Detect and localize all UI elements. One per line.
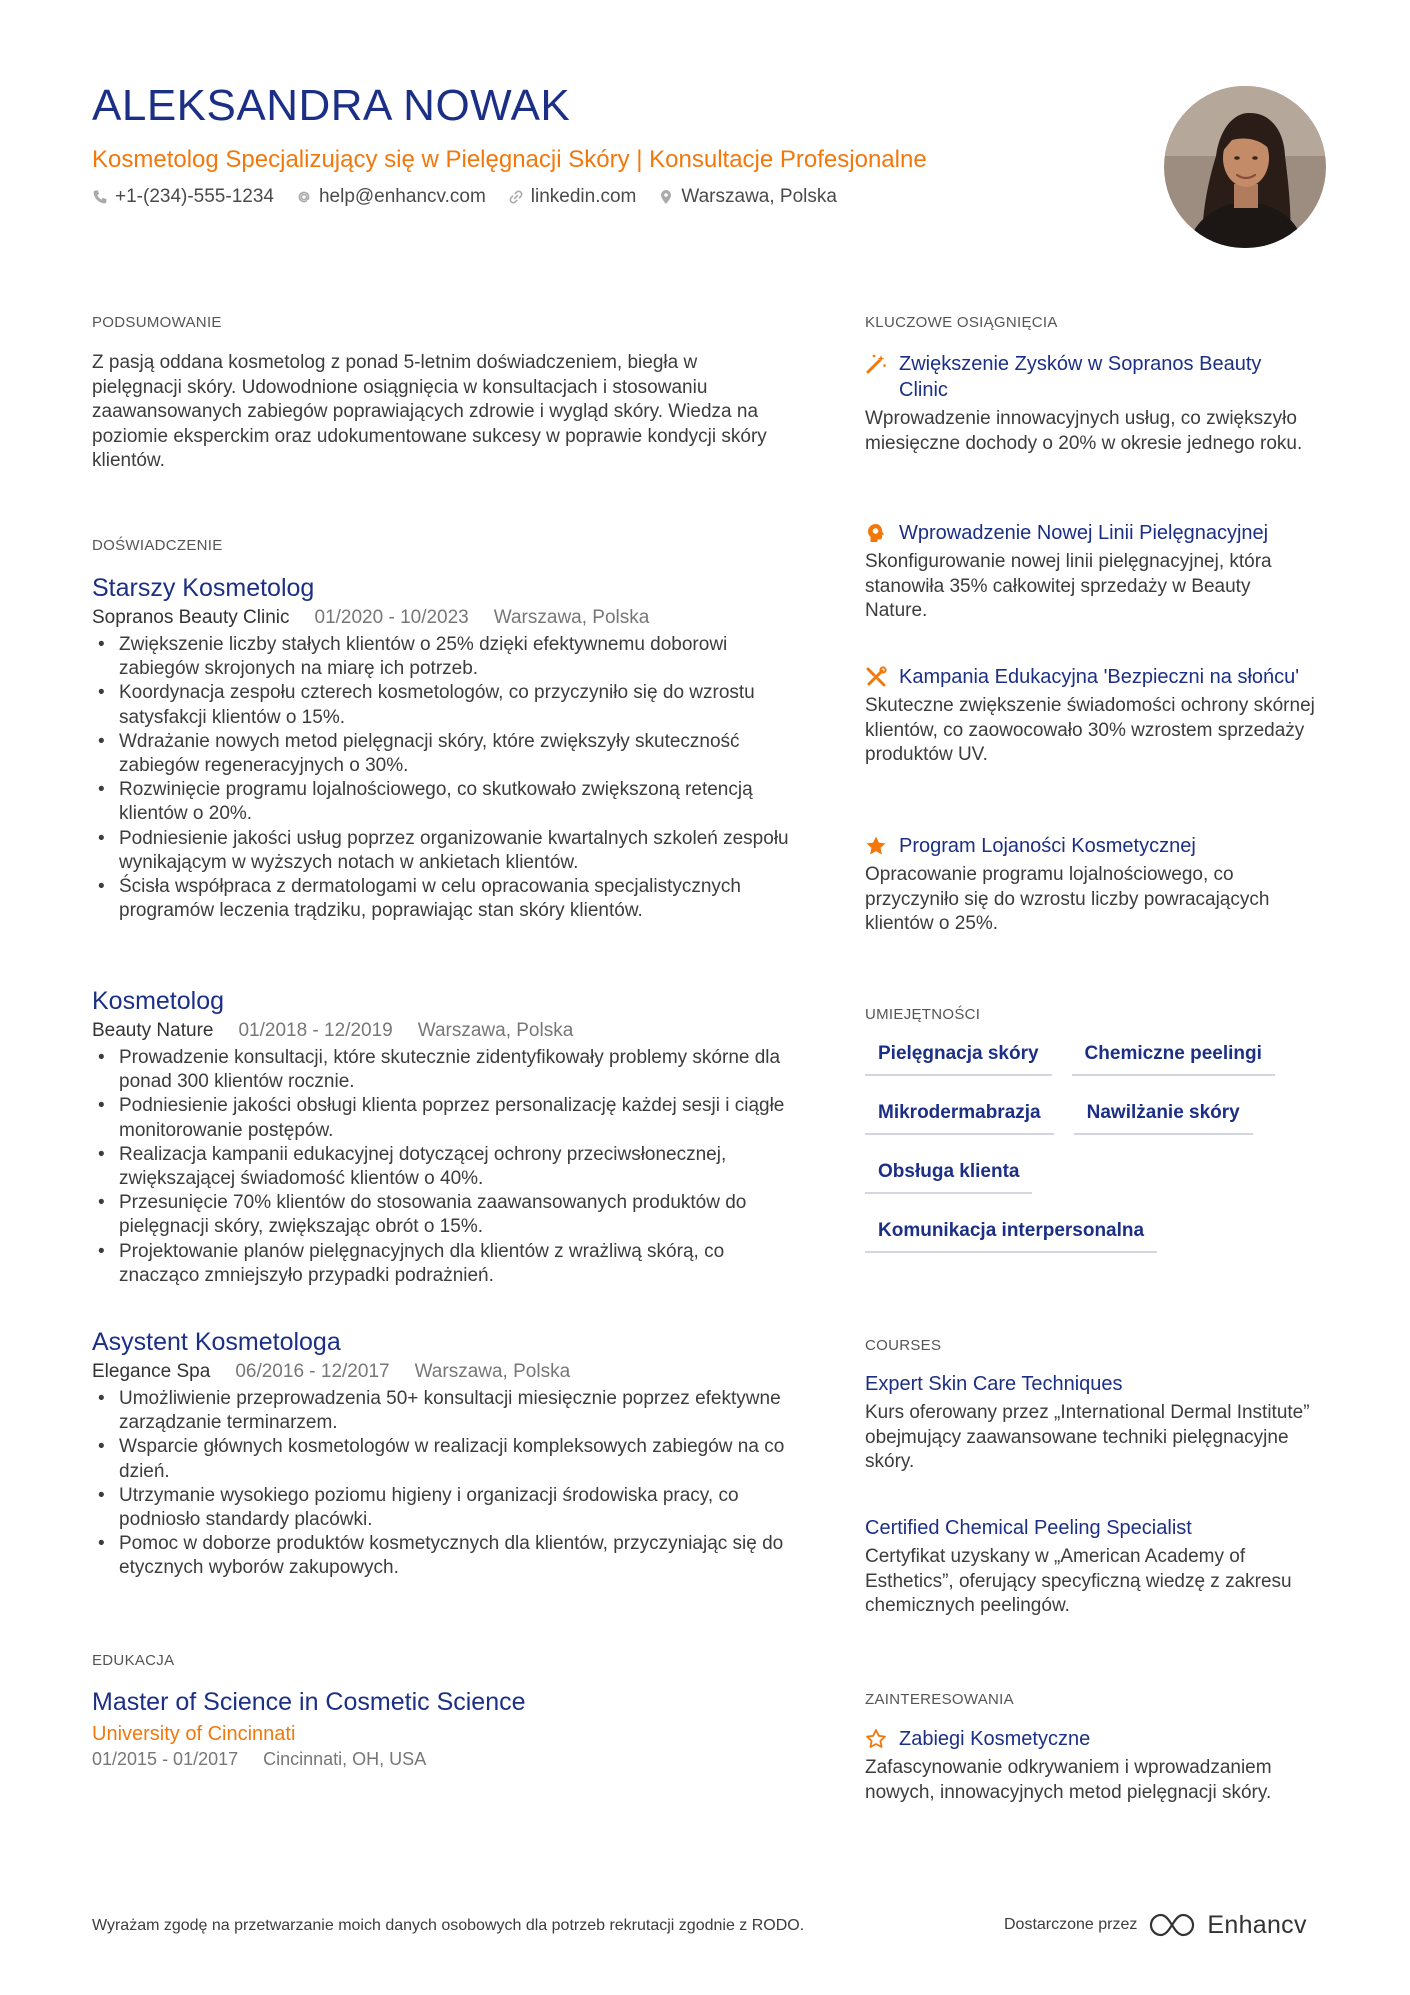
achievement-item	[865, 833, 1315, 937]
achievement-title: Kampania Edukacyjna 'Bezpieczni na słońcu'	[899, 666, 1300, 688]
course-description: Certyfikat uzyskany w „American Academy of Esthetics”, oferujący specyficzną wiedzę z zakresu chemicznych peelingów.	[865, 1546, 1292, 1616]
course-title: Certified Chemical Peeling Specialist	[865, 1517, 1192, 1539]
job-title: Asystent Kosmetologa	[92, 1328, 341, 1356]
job-bullets	[92, 633, 792, 923]
experience-entry	[92, 989, 792, 1288]
list-item: • Realizacja kampanii edukacyjnej dotyczącej ochrony przeciwsłonecznej, zwiększającej świadomość klientów o 40%.	[92, 1143, 792, 1191]
achievement-title: Program Lojaności Kosmetycznej	[899, 835, 1196, 857]
course-title: Expert Skin Care Techniques	[865, 1373, 1123, 1395]
skills-list	[865, 1040, 1305, 1253]
job-location: Warszawa, Polska	[414, 1361, 571, 1382]
interests-section-title: ZAINTERESOWANIA	[865, 1691, 1014, 1708]
experience-section-title: DOŚWIADCZENIE	[92, 537, 223, 554]
achievement-title: Zwiększenie Zysków w Sopranos Beauty Clinic	[899, 353, 1262, 401]
experience-entry	[92, 576, 792, 923]
achievement-item	[865, 664, 1315, 768]
list-item: • Koordynacja zespołu czterech kosmetologów, co przyczyniło się do wzrostu satysfakcji klientów o 15%.	[92, 681, 792, 729]
email-text: help@enhancv.com	[318, 186, 486, 207]
skill-tag: Pielęgnacja skóry	[865, 1040, 1052, 1076]
education-meta	[92, 1750, 792, 1768]
course-description: Kurs oferowany przez „International Dermal Institute” obejmujący zaawansowane techniki pielęgnacyjne skóry.	[865, 1402, 1310, 1472]
achievement-item	[865, 520, 1315, 624]
list-item: • Podniesienie jakości usług poprzez organizowanie kwartalnych szkoleń zespołu wynikającym w wyższych notach w ankietach klientów.	[92, 827, 792, 875]
contact-linkedin[interactable]	[508, 187, 637, 206]
magic-wand-icon	[865, 353, 887, 375]
job-meta	[92, 608, 792, 627]
degree-title: Master of Science in Cosmetic Science	[92, 1688, 526, 1716]
skill-tag: Obsługa klienta	[865, 1158, 1032, 1194]
company-name: Elegance Spa	[92, 1361, 211, 1382]
job-meta	[92, 1021, 792, 1040]
company-name: Sopranos Beauty Clinic	[92, 607, 290, 628]
candidate-name: ALEKSANDRA NOWAK	[92, 81, 571, 130]
achievement-description: Skonfigurowanie nowej linii pielęgnacyjnej, która stanowiła 35% całkowitej sprzedaży w Beauty Nature.	[865, 551, 1272, 621]
footer-branding[interactable]	[1004, 1912, 1307, 1938]
job-title: Kosmetolog	[92, 987, 225, 1015]
job-location: Warszawa, Polska	[493, 607, 650, 628]
job-bullets	[92, 1387, 792, 1581]
list-item: • Podniesienie jakości obsługi klienta poprzez personalizację każdej sesji i ciągłe monitorowanie postępów.	[92, 1094, 792, 1142]
job-meta	[92, 1362, 792, 1381]
course-item	[865, 1374, 1315, 1475]
education-location: Cincinnati, OH, USA	[263, 1749, 427, 1769]
linkedin-text: linkedin.com	[530, 186, 637, 207]
star-icon	[865, 835, 887, 857]
job-dates: 01/2018 - 12/2019	[238, 1020, 393, 1041]
list-item: • Projektowanie planów pielęgnacyjnych dla klientów z wrażliwą skórą, co znacząco zmniejszyło przypadki podrażnień.	[92, 1240, 792, 1288]
achievement-item	[865, 351, 1315, 456]
job-location: Warszawa, Polska	[417, 1020, 574, 1041]
education-dates: 01/2015 - 01/2017	[92, 1749, 239, 1769]
contact-location	[658, 187, 837, 206]
enhancv-logo-icon	[1149, 1912, 1195, 1938]
list-item: • Zwiększenie liczby stałych klientów o 25% dzięki efektywnemu doborowi zabiegów skrojonych na miarę ich potrzeb.	[92, 633, 792, 681]
job-title: Starszy Kosmetolog	[92, 574, 315, 602]
school-name: University of Cincinnati	[92, 1723, 296, 1745]
list-item: • Utrzymanie wysokiego poziomu higieny i organizacji środowiska pracy, co podniosło standardy placówki.	[92, 1484, 792, 1532]
list-item: • Wsparcie głównych kosmetologów w realizacji kompleksowych zabiegów na co dzień.	[92, 1435, 792, 1483]
tools-icon	[865, 666, 887, 688]
brand-name: Enhancv	[1207, 1910, 1307, 1939]
phone-icon	[92, 189, 108, 205]
job-dates: 06/2016 - 12/2017	[235, 1361, 390, 1382]
achievement-description: Wprowadzenie innowacyjnych usług, co zwiększyło miesięczne dochody o 20% w okresie jednego roku.	[865, 408, 1303, 454]
achievement-description: Opracowanie programu lojalnościowego, co przyczyniło się do wzrostu liczby powracających klientów o 25%.	[865, 864, 1270, 934]
summary-text: Z pasją oddana kosmetolog z ponad 5-letnim doświadczeniem, biegła w pielęgnacji skóry. Udowodnione osiągnięcia w konsultacjach i stosowaniu zaawansowanych zabiegów poprawiających zdrowie i wygląd skóry. Wiedza na poziomie eksperckim oraz udokumentowane sukcesy w poprawie kondycji skóry klientów.	[92, 352, 767, 471]
star-outline-icon	[865, 1728, 887, 1750]
experience-entry	[92, 1330, 792, 1581]
education-entry	[92, 1690, 792, 1768]
achievement-description: Skuteczne zwiększenie świadomości ochrony skórnej klientów, co zaowocowało 30% wzrostem sprzedaży produktów UV.	[865, 695, 1315, 765]
education-section-title: EDUKACJA	[92, 1652, 175, 1669]
list-item: • Rozwinięcie programu lojalnościowego, co skutkowało zwiększoną retencją klientów o 20%.	[92, 778, 792, 826]
interest-description: Zafascynowanie odkrywaniem i wprowadzaniem nowych, innowacyjnych metod pielęgnacji skóry.	[865, 1757, 1272, 1803]
headline: Kosmetolog Specjalizujący się w Pielęgnacji Skóry | Konsultacje Profesjonalne	[92, 146, 927, 173]
at-icon	[296, 189, 312, 205]
link-icon	[508, 189, 524, 205]
list-item: • Umożliwienie przeprowadzenia 50+ konsultacji miesięcznie poprzez efektywne zarządzanie terminarzem.	[92, 1387, 792, 1435]
list-item: • Prowadzenie konsultacji, które skutecznie zidentyfikowały problemy skórne dla ponad 300 klientów rocznie.	[92, 1046, 792, 1094]
job-dates: 01/2020 - 10/2023	[314, 607, 469, 628]
list-item: • Pomoc w doborze produktów kosmetycznych dla klientów, przyczyniając się do etycznych wyborów zakupowych.	[92, 1532, 792, 1580]
course-item	[865, 1518, 1315, 1619]
location-text: Warszawa, Polska	[681, 186, 837, 207]
skill-tag: Mikrodermabrazja	[865, 1099, 1054, 1135]
contact-phone[interactable]	[92, 187, 274, 206]
head-idea-icon	[865, 522, 887, 544]
interest-title: Zabiegi Kosmetyczne	[899, 1728, 1091, 1750]
achievements-section-title: KLUCZOWE OSIĄGNIĘCIA	[865, 314, 1058, 331]
contact-bar	[92, 187, 837, 206]
map-pin-icon	[658, 189, 674, 205]
list-item: • Wdrażanie nowych metod pielęgnacji skóry, które zwiększyły skuteczność zabiegów regeneracyjnych o 30%.	[92, 730, 792, 778]
skill-tag: Komunikacja interpersonalna	[865, 1217, 1157, 1253]
summary-section-title: PODSUMOWANIE	[92, 314, 222, 331]
list-item: • Przesunięcie 70% klientów do stosowania zaawansowanych produktów do pielęgnacji skóry, zwiększając obrót o 15%.	[92, 1191, 792, 1239]
contact-email[interactable]	[296, 187, 486, 206]
interest-item	[865, 1726, 1315, 1805]
powered-by-label: Dostarczone przez	[1004, 1916, 1138, 1933]
achievement-title: Wprowadzenie Nowej Linii Pielęgnacyjnej	[899, 522, 1269, 544]
phone-text: +1-(234)-555-1234	[115, 186, 274, 207]
company-name: Beauty Nature	[92, 1020, 214, 1041]
skill-tag: Chemiczne peelingi	[1072, 1040, 1275, 1076]
skill-tag: Nawilżanie skóry	[1074, 1099, 1253, 1135]
job-bullets	[92, 1046, 792, 1288]
skills-section-title: UMIEJĘTNOŚCI	[865, 1006, 981, 1023]
gdpr-consent: Wyrażam zgodę na przetwarzanie moich danych osobowych dla potrzeb rekrutacji zgodnie z RODO.	[92, 1917, 805, 1934]
courses-section-title: COURSES	[865, 1337, 942, 1354]
profile-photo	[1164, 86, 1326, 248]
list-item: • Ścisła współpraca z dermatologami w celu opracowania specjalistycznych programów leczenia trądziku, poprawiając stan skóry klientów.	[92, 875, 792, 923]
